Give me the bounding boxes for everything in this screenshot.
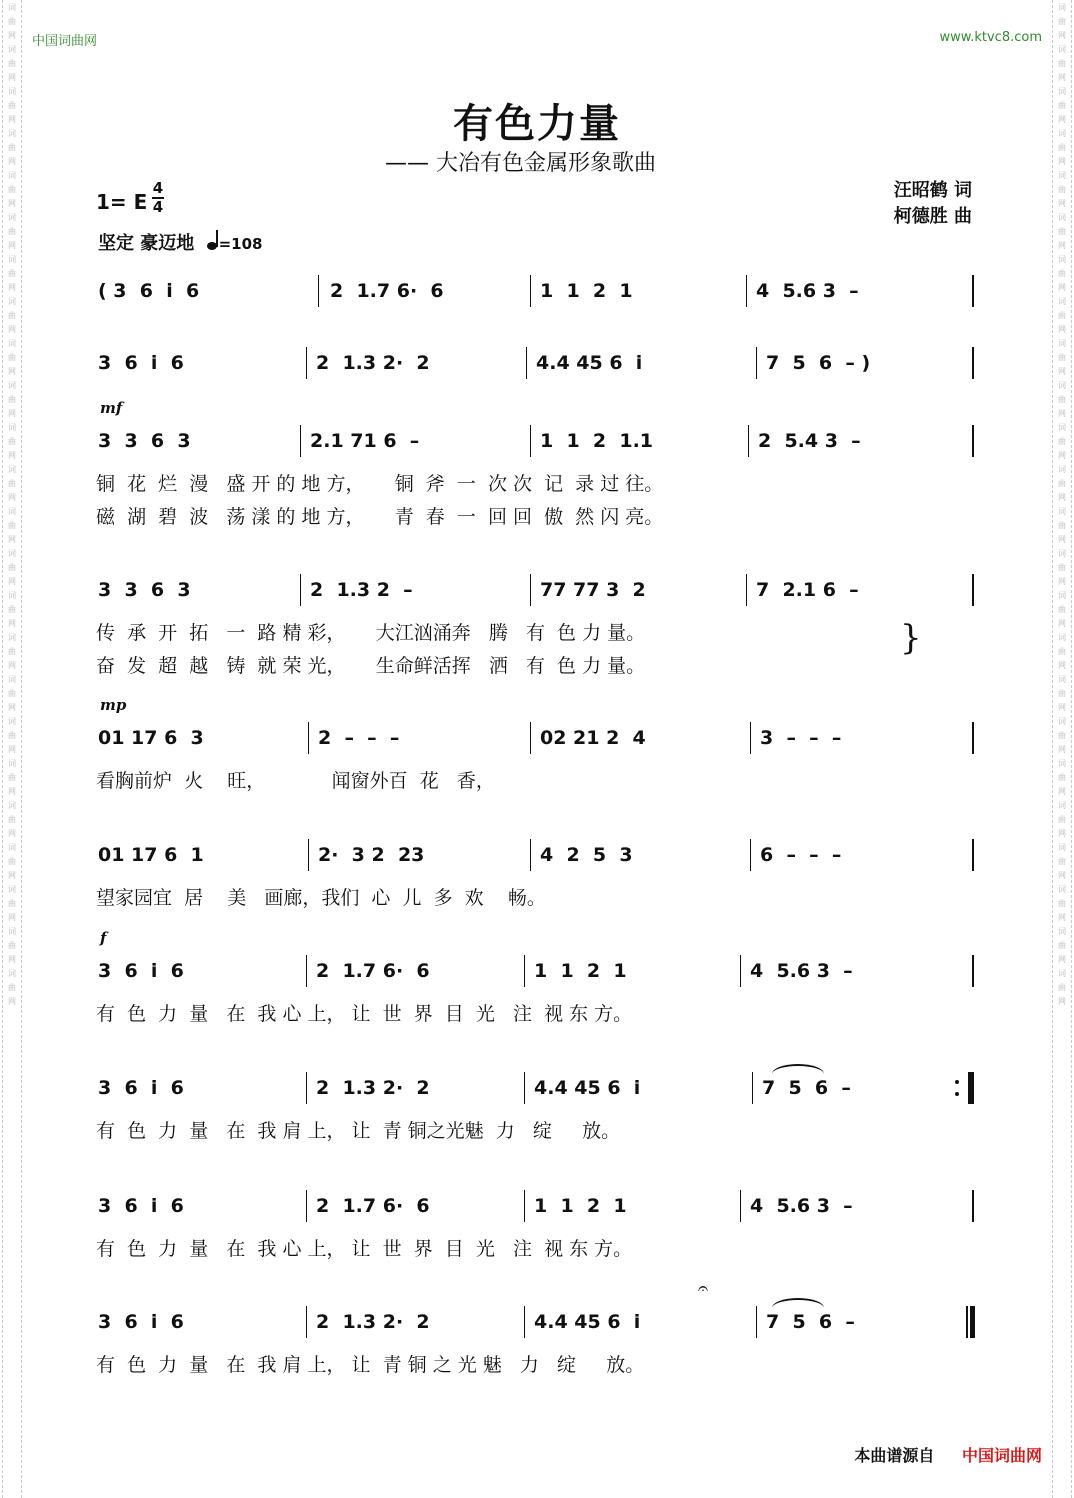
- barline: [530, 839, 531, 871]
- final-barline: [970, 1306, 975, 1338]
- watermark-char: 网: [1058, 829, 1066, 838]
- watermark-char: 网: [8, 619, 16, 628]
- barline: [524, 955, 525, 987]
- watermark-char: 曲: [1058, 353, 1066, 362]
- watermark-char: 词: [1058, 801, 1066, 810]
- barline: [308, 839, 309, 871]
- watermark-char: 网: [1058, 619, 1066, 628]
- measure-notes: 01 17 6 3: [98, 727, 204, 749]
- barline: [972, 1190, 974, 1222]
- watermark-char: 曲: [8, 647, 16, 656]
- watermark-char: 曲: [8, 479, 16, 488]
- measure-notes: 3 6 i 6: [98, 352, 184, 374]
- barline: [740, 1190, 741, 1222]
- barline: [524, 1190, 525, 1222]
- watermark-char: 网: [8, 829, 16, 838]
- site-name-left[interactable]: 中国词曲网: [32, 34, 98, 49]
- watermark-char: 曲: [8, 941, 16, 950]
- watermark-char: 词: [1058, 213, 1066, 222]
- barline: [530, 574, 531, 606]
- slur: [772, 1064, 824, 1074]
- watermark-char: 词: [1058, 759, 1066, 768]
- watermark-char: 曲: [1058, 227, 1066, 236]
- barline: [306, 347, 307, 379]
- watermark-char: 词: [8, 171, 16, 180]
- watermark-char: 网: [1058, 661, 1066, 670]
- watermark-char: 网: [1058, 241, 1066, 250]
- measure-notes: 7 5 6 –: [762, 1077, 851, 1099]
- watermark-char: 网: [1058, 913, 1066, 922]
- fermata-icon: 𝄐: [698, 1278, 709, 1299]
- watermark-char: 词: [1058, 843, 1066, 852]
- watermark-char: 网: [8, 283, 16, 292]
- watermark-char: 词: [1058, 423, 1066, 432]
- watermark-char: 曲: [8, 815, 16, 824]
- watermark-char: 词: [8, 633, 16, 642]
- lyricist-credit: 汪昭鹤 词: [893, 180, 972, 201]
- repeat-dot: [955, 1080, 959, 1084]
- watermark-char: 词: [8, 759, 16, 768]
- measure-notes: 3 3 6 3: [98, 430, 191, 452]
- watermark-char: 词: [8, 339, 16, 348]
- watermark-char: 词: [8, 423, 16, 432]
- site-url-right[interactable]: www.ktvc8.com: [939, 30, 1042, 45]
- barline: [972, 275, 974, 307]
- repeat-dot: [955, 1092, 959, 1096]
- measure-notes: 1 1 2 1: [534, 960, 627, 982]
- tempo-marking: [98, 229, 262, 256]
- measure-notes: 3 6 i 6: [98, 1311, 184, 1333]
- measure-notes: 1 1 2 1.1: [540, 430, 654, 452]
- watermark-char: 曲: [1058, 689, 1066, 698]
- song-title: 有色力量: [453, 101, 621, 147]
- lyric-line-1: 望家园宜 居 美 画廊，我们 心 儿 多 欢 畅。: [96, 887, 546, 909]
- watermark-char: 曲: [8, 227, 16, 236]
- measure-notes: 2 1.3 2 –: [310, 579, 413, 601]
- watermark-char: 词: [1058, 87, 1066, 96]
- quarter-note-icon: [207, 229, 219, 256]
- measure-notes: 1 1 2 1: [534, 1195, 627, 1217]
- tempo-bpm: =108: [218, 235, 263, 253]
- measure-notes: 2 1.7 6· 6: [330, 280, 444, 302]
- watermark-char: 词: [8, 3, 16, 12]
- watermark-char: 词: [1058, 969, 1066, 978]
- barline: [748, 425, 749, 457]
- watermark-char: 曲: [8, 437, 16, 446]
- watermark-char: 曲: [1058, 899, 1066, 908]
- barline: [300, 425, 301, 457]
- barline: [966, 1306, 968, 1338]
- measure-notes: 2.1 71 6 –: [310, 430, 420, 452]
- watermark-char: 曲: [1058, 731, 1066, 740]
- watermark-char: 词: [8, 381, 16, 390]
- watermark-char: 词: [1058, 549, 1066, 558]
- watermark-char: 曲: [1058, 479, 1066, 488]
- barline: [318, 275, 319, 307]
- dynamic-marking: f: [100, 929, 107, 947]
- watermark-char: 曲: [8, 395, 16, 404]
- watermark-char: 曲: [8, 983, 16, 992]
- watermark-char: 曲: [1058, 101, 1066, 110]
- watermark-char: 曲: [1058, 143, 1066, 152]
- watermark-char: 曲: [1058, 857, 1066, 866]
- footer-source-site[interactable]: 中国词曲网: [961, 1446, 1042, 1465]
- watermark-char: 词: [1058, 339, 1066, 348]
- lyric-line-1: 有 色 力 量 在 我 肩 上， 让 青 铜之光魅 力 绽 放。: [96, 1120, 621, 1142]
- watermark-char: 网: [1058, 115, 1066, 124]
- measure-notes: 3 6 i 6: [98, 1077, 184, 1099]
- barline: [746, 574, 747, 606]
- lyric-line-1: 有 色 力 量 在 我 心 上， 让 世 界 目 光 注 视 东 方。: [96, 1003, 633, 1025]
- footer-source: [854, 1443, 1042, 1466]
- watermark-char: 网: [1058, 577, 1066, 586]
- measure-notes: 3 3 6 3: [98, 579, 191, 601]
- watermark-char: 网: [8, 493, 16, 502]
- watermark-char: 曲: [8, 773, 16, 782]
- watermark-char: 曲: [8, 857, 16, 866]
- watermark-char: 曲: [8, 605, 16, 614]
- measure-notes: 02 21 2 4: [540, 727, 646, 749]
- watermark-char: 词: [1058, 507, 1066, 516]
- measure-notes: 4 5.6 3 –: [750, 1195, 853, 1217]
- watermark-char: 词: [1058, 927, 1066, 936]
- watermark-char: 网: [1058, 409, 1066, 418]
- watermark-char: 网: [8, 913, 16, 922]
- measure-notes: ( 3 6 i 6: [98, 280, 200, 302]
- barline: [526, 347, 527, 379]
- measure-notes: 2 1.3 2· 2: [316, 1311, 430, 1333]
- barline: [756, 347, 757, 379]
- watermark-char: 词: [1058, 255, 1066, 264]
- watermark-char: 词: [8, 549, 16, 558]
- watermark-char: 词: [8, 507, 16, 516]
- barline: [752, 1072, 753, 1104]
- watermark-char: 曲: [1058, 269, 1066, 278]
- watermark-char: 词: [8, 255, 16, 264]
- watermark-char: 网: [8, 787, 16, 796]
- barline: [972, 839, 974, 871]
- watermark-char: 网: [8, 199, 16, 208]
- watermark-char: 曲: [1058, 773, 1066, 782]
- watermark-char: 曲: [8, 17, 16, 26]
- watermark-char: 网: [1058, 157, 1066, 166]
- credits: [894, 178, 972, 230]
- watermark-char: 网: [1058, 871, 1066, 880]
- dynamic-marking: mp: [100, 696, 127, 714]
- watermark-char: 词: [8, 927, 16, 936]
- watermark-char: 词: [8, 843, 16, 852]
- watermark-char: 网: [8, 997, 16, 1006]
- watermark-char: 曲: [8, 185, 16, 194]
- key-signature: 1= E: [96, 190, 148, 214]
- time-signature-bottom: 4: [152, 198, 164, 216]
- barline: [308, 722, 309, 754]
- watermark-char: 网: [1058, 955, 1066, 964]
- watermark-char: 网: [8, 955, 16, 964]
- watermark-char: 网: [8, 325, 16, 334]
- measure-notes: 2 1.7 6· 6: [316, 1195, 430, 1217]
- watermark-char: 网: [8, 115, 16, 124]
- measure-notes: 7 5 6 – ): [766, 352, 871, 374]
- watermark-char: 曲: [1058, 437, 1066, 446]
- watermark-char: 曲: [8, 353, 16, 362]
- verse-brace: }: [900, 618, 922, 658]
- watermark-char: 网: [1058, 283, 1066, 292]
- barline: [530, 275, 531, 307]
- measure-notes: 2 1.3 2· 2: [316, 1077, 430, 1099]
- song-subtitle: —— 大冶有色金属形象歌曲: [385, 151, 656, 176]
- watermark-char: 词: [8, 87, 16, 96]
- lyric-line-1: 有 色 力 量 在 我 心 上， 让 世 界 目 光 注 视 东 方。: [96, 1238, 633, 1260]
- watermark-char: 网: [1058, 703, 1066, 712]
- measure-notes: 6 – – –: [760, 844, 842, 866]
- watermark-char: 曲: [1058, 941, 1066, 950]
- composer-credit: 柯德胜 曲: [893, 206, 972, 227]
- barline: [306, 955, 307, 987]
- watermark-char: 网: [1058, 535, 1066, 544]
- barline: [756, 1306, 757, 1338]
- measure-notes: 4 2 5 3: [540, 844, 633, 866]
- watermark-char: 网: [8, 73, 16, 82]
- watermark-char: 词: [1058, 717, 1066, 726]
- lyric-line-1: 传 承 开 拓 一 路 精 彩， 大江汹涌奔 腾 有 色 力 量。: [96, 622, 646, 644]
- watermark-char: 词: [1058, 3, 1066, 12]
- watermark-char: 曲: [8, 731, 16, 740]
- barline: [972, 722, 974, 754]
- barline: [306, 1190, 307, 1222]
- watermark-char: 网: [8, 241, 16, 250]
- repeat-end-barline: [968, 1072, 973, 1104]
- watermark-char: 曲: [1058, 311, 1066, 320]
- lyric-line-1: 看胸前炉 火 旺， 闻窗外百 花 香，: [96, 770, 495, 792]
- watermark-char: 曲: [1058, 17, 1066, 26]
- barline: [972, 425, 974, 457]
- watermark-char: 曲: [8, 59, 16, 68]
- watermark-char: 网: [8, 367, 16, 376]
- watermark-char: 网: [1058, 325, 1066, 334]
- measure-notes: 4 5.6 3 –: [756, 280, 859, 302]
- time-signature: [152, 180, 164, 216]
- watermark-char: 网: [1058, 745, 1066, 754]
- measure-notes: 7 2.1 6 –: [756, 579, 859, 601]
- measure-notes: 01 17 6 1: [98, 844, 204, 866]
- barline: [972, 574, 974, 606]
- watermark-char: 词: [1058, 675, 1066, 684]
- barline: [972, 347, 974, 379]
- watermark-char: 词: [8, 297, 16, 306]
- slur: [772, 1298, 824, 1308]
- watermark-char: 曲: [8, 563, 16, 572]
- time-signature-top: 4: [152, 179, 164, 197]
- watermark-char: 网: [8, 157, 16, 166]
- lyric-line-1: 铜 花 烂 漫 盛 开 的 地 方， 铜 斧 一 次 次 记 录 过 往。: [96, 473, 664, 495]
- watermark-char: 词: [8, 717, 16, 726]
- watermark-char: 网: [8, 409, 16, 418]
- footer-source-label: 本曲谱源自: [854, 1446, 935, 1465]
- watermark-char: 曲: [8, 521, 16, 530]
- watermark-char: 词: [1058, 171, 1066, 180]
- barline: [530, 425, 531, 457]
- watermark-char: 网: [1058, 997, 1066, 1006]
- watermark-char: 词: [8, 969, 16, 978]
- measure-notes: 4.4 45 6 i: [534, 1077, 641, 1099]
- watermark-char: 曲: [1058, 59, 1066, 68]
- measure-notes: 77 77 3 2: [540, 579, 646, 601]
- measure-notes: 2· 3 2 23: [318, 844, 425, 866]
- measure-notes: 3 – – –: [760, 727, 842, 749]
- measure-notes: 4.4 45 6 i: [534, 1311, 641, 1333]
- barline: [306, 1306, 307, 1338]
- measure-notes: 4 5.6 3 –: [750, 960, 853, 982]
- watermark-char: 网: [8, 703, 16, 712]
- watermark-char: 词: [1058, 297, 1066, 306]
- watermark-char: 词: [8, 213, 16, 222]
- measure-notes: 2 1.7 6· 6: [316, 960, 430, 982]
- right-watermark-strip: [1052, 0, 1072, 1498]
- watermark-char: 曲: [8, 311, 16, 320]
- watermark-char: 曲: [1058, 605, 1066, 614]
- watermark-char: 曲: [8, 101, 16, 110]
- watermark-char: 曲: [1058, 185, 1066, 194]
- watermark-char: 词: [8, 129, 16, 138]
- watermark-char: 网: [8, 31, 16, 40]
- left-watermark-strip: [2, 0, 22, 1498]
- lyric-line-1: 有 色 力 量 在 我 肩 上， 让 青 铜 之 光 魅 力 绽 放。: [96, 1354, 645, 1376]
- watermark-char: 词: [8, 885, 16, 894]
- lyric-line-2: 奋 发 超 越 铸 就 荣 光， 生命鲜活挥 洒 有 色 力 量。: [96, 655, 646, 677]
- barline: [306, 1072, 307, 1104]
- watermark-char: 曲: [1058, 395, 1066, 404]
- watermark-char: 词: [8, 675, 16, 684]
- watermark-char: 词: [1058, 591, 1066, 600]
- watermark-char: 曲: [8, 143, 16, 152]
- measure-notes: 1 1 2 1: [540, 280, 633, 302]
- watermark-char: 曲: [1058, 815, 1066, 824]
- watermark-char: 网: [1058, 199, 1066, 208]
- measure-notes: 3 6 i 6: [98, 1195, 184, 1217]
- watermark-char: 曲: [8, 899, 16, 908]
- watermark-char: 网: [8, 871, 16, 880]
- watermark-char: 词: [1058, 465, 1066, 474]
- tempo-text: 坚定 豪迈地: [98, 233, 195, 254]
- watermark-char: 曲: [8, 269, 16, 278]
- watermark-char: 网: [1058, 31, 1066, 40]
- watermark-char: 词: [8, 591, 16, 600]
- watermark-char: 网: [1058, 73, 1066, 82]
- barline: [746, 275, 747, 307]
- watermark-char: 网: [8, 535, 16, 544]
- watermark-char: 词: [1058, 129, 1066, 138]
- barline: [300, 574, 301, 606]
- barline: [750, 722, 751, 754]
- watermark-char: 网: [8, 577, 16, 586]
- watermark-char: 曲: [1058, 647, 1066, 656]
- barline: [524, 1072, 525, 1104]
- watermark-char: 网: [8, 451, 16, 460]
- watermark-char: 词: [8, 465, 16, 474]
- barline: [524, 1306, 525, 1338]
- barline: [750, 839, 751, 871]
- watermark-char: 网: [1058, 493, 1066, 502]
- watermark-char: 网: [1058, 451, 1066, 460]
- watermark-char: 网: [8, 661, 16, 670]
- watermark-char: 曲: [1058, 563, 1066, 572]
- watermark-char: 词: [1058, 885, 1066, 894]
- measure-notes: 2 1.3 2· 2: [316, 352, 430, 374]
- watermark-char: 曲: [8, 689, 16, 698]
- watermark-char: 网: [1058, 787, 1066, 796]
- watermark-char: 词: [1058, 45, 1066, 54]
- barline: [972, 955, 974, 987]
- measure-notes: 2 – – –: [318, 727, 400, 749]
- measure-notes: 7 5 6 –: [766, 1311, 855, 1333]
- measure-notes: 2 5.4 3 –: [758, 430, 861, 452]
- measure-notes: 4.4 45 6 i: [536, 352, 643, 374]
- measure-notes: 3 6 i 6: [98, 960, 184, 982]
- watermark-char: 词: [1058, 381, 1066, 390]
- lyric-line-2: 磁 湖 碧 波 荡 漾 的 地 方， 青 春 一 回 回 傲 然 闪 亮。: [96, 506, 664, 528]
- watermark-char: 词: [8, 45, 16, 54]
- watermark-char: 曲: [1058, 983, 1066, 992]
- watermark-char: 曲: [1058, 521, 1066, 530]
- watermark-char: 词: [8, 801, 16, 810]
- watermark-char: 词: [1058, 633, 1066, 642]
- watermark-char: 网: [1058, 367, 1066, 376]
- barline: [740, 955, 741, 987]
- barline: [530, 722, 531, 754]
- watermark-char: 网: [8, 745, 16, 754]
- dynamic-marking: mf: [100, 399, 123, 417]
